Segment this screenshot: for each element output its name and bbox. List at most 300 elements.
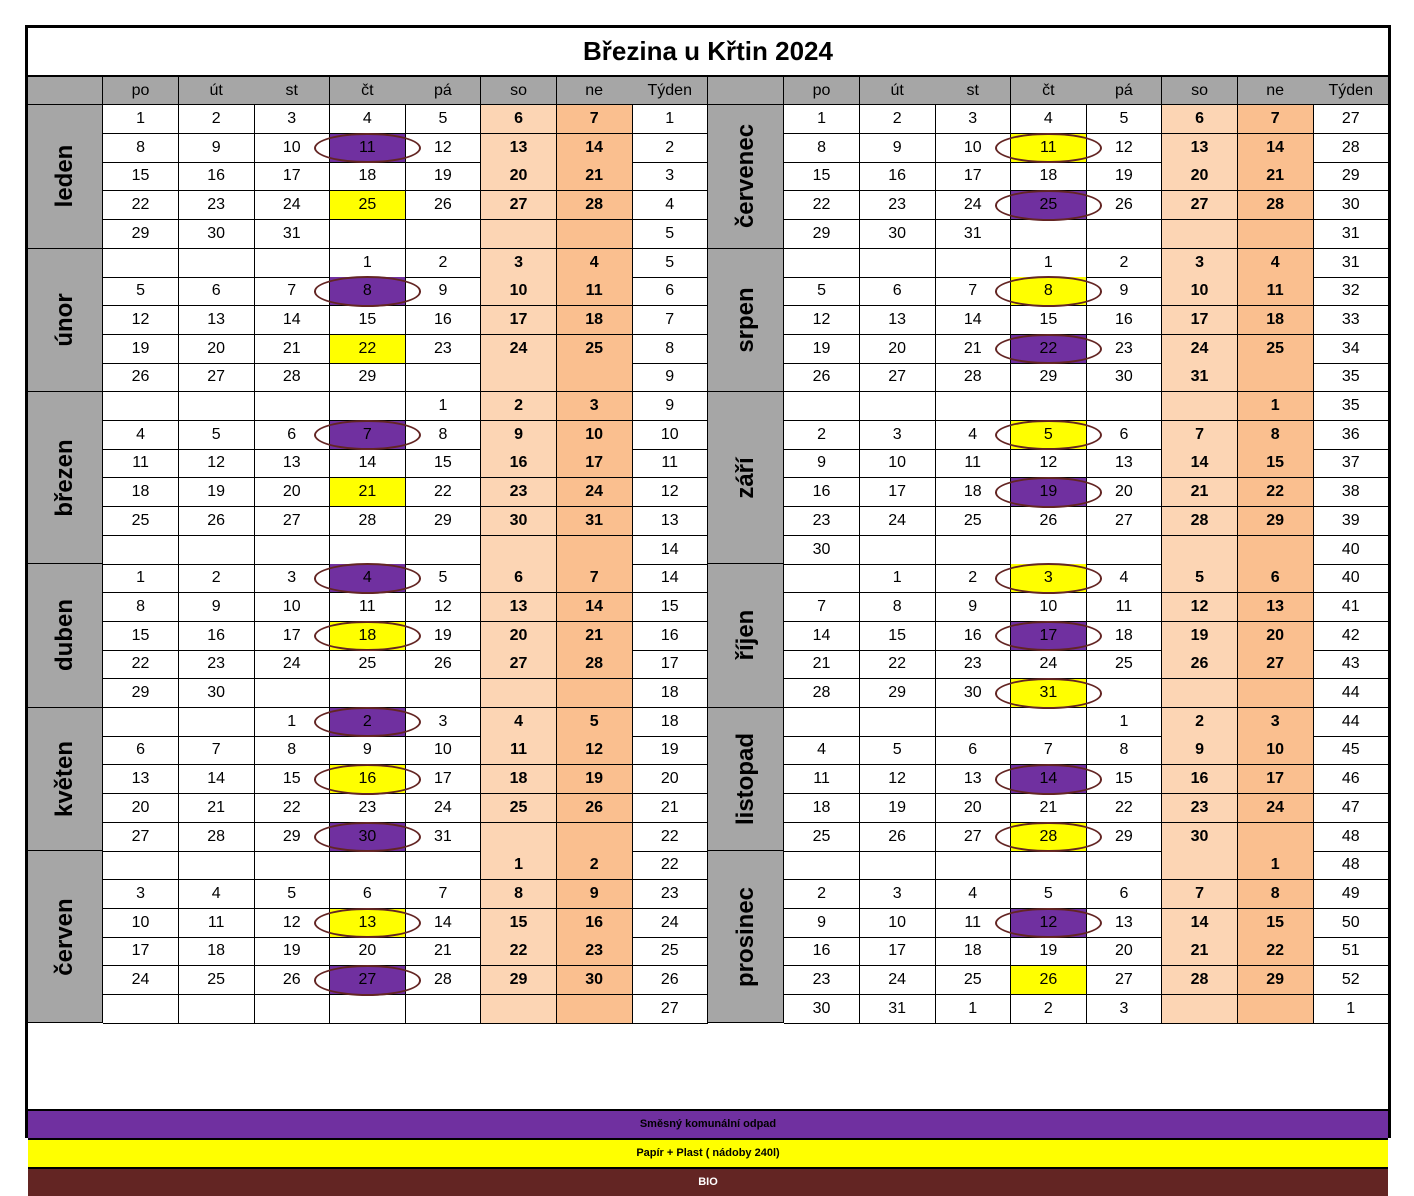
day-cell: 15: [405, 449, 481, 478]
day-cell: [481, 536, 557, 565]
day-cell: 21: [1011, 794, 1087, 823]
day-cell: 1: [103, 105, 179, 134]
day-cell: 20: [103, 794, 179, 823]
day-cell: 1: [481, 851, 557, 880]
day-cell: [1162, 220, 1238, 249]
day-cell: 14: [935, 306, 1011, 335]
day-cell: 3: [481, 249, 557, 278]
day-cell: 20: [1086, 937, 1162, 966]
day-cell: 9: [179, 593, 255, 622]
day-cell: 18: [1086, 622, 1162, 651]
day-cell: 13: [1238, 593, 1314, 622]
week-number: 45: [1313, 736, 1389, 765]
day-cell: 5: [103, 277, 179, 306]
day-cell: 3: [1086, 995, 1162, 1024]
day-cell: 2: [405, 249, 481, 278]
day-header-út: út: [860, 77, 936, 105]
week-number: 28: [1313, 134, 1389, 163]
day-cell: 11: [935, 449, 1011, 478]
day-cell: 6: [1086, 880, 1162, 909]
day-cell: 13: [179, 306, 255, 335]
day-cell: 18: [557, 306, 633, 335]
day-cell: 12: [1011, 909, 1087, 938]
day-cell: 18: [179, 937, 255, 966]
day-cell: [254, 679, 330, 708]
day-cell: [179, 392, 255, 421]
week-number: 8: [632, 335, 708, 364]
day-cell: 15: [860, 622, 936, 651]
week-number: 29: [1313, 162, 1389, 191]
day-cell: 15: [1238, 449, 1314, 478]
day-cell: [1162, 679, 1238, 708]
day-cell: [405, 363, 481, 392]
day-cell: [179, 249, 255, 278]
week-number: 39: [1313, 507, 1389, 536]
day-cell: [481, 823, 557, 852]
header-corner: [28, 77, 103, 105]
day-cell: 11: [103, 449, 179, 478]
month-label-červen: [28, 851, 103, 1023]
day-cell: 19: [784, 335, 860, 364]
day-cell: 26: [1162, 650, 1238, 679]
day-cell: [330, 392, 406, 421]
day-cell: 6: [1238, 564, 1314, 593]
day-cell: 8: [1238, 880, 1314, 909]
day-cell: 15: [784, 162, 860, 191]
day-cell: [784, 708, 860, 737]
day-cell: 1: [103, 564, 179, 593]
day-cell: 2: [481, 392, 557, 421]
week-number: 48: [1313, 823, 1389, 852]
day-cell: 5: [860, 736, 936, 765]
day-cell: [103, 392, 179, 421]
day-cell: 8: [860, 593, 936, 622]
day-cell: 6: [1086, 421, 1162, 450]
day-cell: 2: [330, 708, 406, 737]
day-cell: 3: [405, 708, 481, 737]
day-cell: [860, 708, 936, 737]
day-cell: 24: [103, 966, 179, 995]
day-cell: [1011, 708, 1087, 737]
day-cell: [1162, 392, 1238, 421]
day-cell: 7: [784, 593, 860, 622]
day-cell: 7: [557, 105, 633, 134]
day-cell: 20: [330, 937, 406, 966]
week-number: 33: [1313, 306, 1389, 335]
day-cell: 17: [860, 478, 936, 507]
day-header-Týden: Týden: [632, 77, 708, 105]
day-cell: [405, 679, 481, 708]
day-cell: 20: [935, 794, 1011, 823]
day-cell: 26: [1086, 191, 1162, 220]
day-cell: 26: [860, 823, 936, 852]
day-cell: 12: [254, 909, 330, 938]
week-number: 49: [1313, 880, 1389, 909]
day-cell: 10: [1238, 736, 1314, 765]
day-cell: [784, 249, 860, 278]
week-number: 30: [1313, 191, 1389, 220]
day-cell: 12: [557, 736, 633, 765]
day-cell: 5: [1011, 421, 1087, 450]
day-cell: 13: [1086, 909, 1162, 938]
day-header-čt: čt: [1011, 77, 1087, 105]
day-cell: [1086, 220, 1162, 249]
week-number: 17: [632, 650, 708, 679]
day-cell: 10: [103, 909, 179, 938]
page-title: Březina u Křtin 2024: [28, 28, 1388, 77]
week-number: 3: [632, 162, 708, 191]
week-number: 9: [632, 363, 708, 392]
week-number: 36: [1313, 421, 1389, 450]
day-cell: 21: [405, 937, 481, 966]
day-cell: 23: [330, 794, 406, 823]
day-cell: 29: [103, 679, 179, 708]
day-cell: 16: [860, 162, 936, 191]
day-cell: 15: [330, 306, 406, 335]
day-cell: 3: [1238, 708, 1314, 737]
month-label-říjen: [708, 564, 784, 708]
day-cell: 16: [481, 449, 557, 478]
day-cell: [935, 392, 1011, 421]
day-cell: 16: [1086, 306, 1162, 335]
day-cell: 22: [784, 191, 860, 220]
day-cell: [254, 392, 330, 421]
day-cell: 4: [1238, 249, 1314, 278]
day-cell: 4: [330, 105, 406, 134]
day-cell: 29: [254, 823, 330, 852]
week-number: 44: [1313, 708, 1389, 737]
day-cell: 16: [784, 937, 860, 966]
day-cell: 3: [935, 105, 1011, 134]
day-cell: 8: [1011, 277, 1087, 306]
day-cell: 22: [1086, 794, 1162, 823]
day-cell: 9: [1086, 277, 1162, 306]
week-number: 51: [1313, 937, 1389, 966]
day-cell: 16: [179, 162, 255, 191]
day-cell: 13: [1086, 449, 1162, 478]
day-cell: [860, 249, 936, 278]
day-cell: 14: [557, 134, 633, 163]
day-header-po: po: [784, 77, 860, 105]
day-cell: 23: [481, 478, 557, 507]
day-cell: 24: [1162, 335, 1238, 364]
week-number: 32: [1313, 277, 1389, 306]
day-cell: 28: [254, 363, 330, 392]
day-cell: 17: [860, 937, 936, 966]
day-cell: 26: [784, 363, 860, 392]
day-header-čt: čt: [330, 77, 406, 105]
week-number: 2: [632, 134, 708, 163]
month-name: červen: [51, 898, 78, 976]
day-cell: 25: [557, 335, 633, 364]
month-label-duben: [28, 564, 103, 708]
day-cell: 30: [179, 679, 255, 708]
day-cell: [179, 536, 255, 565]
day-cell: [1238, 995, 1314, 1024]
day-cell: 23: [405, 335, 481, 364]
day-cell: 11: [1086, 593, 1162, 622]
day-cell: 22: [103, 650, 179, 679]
day-cell: 30: [784, 995, 860, 1024]
day-cell: 4: [935, 880, 1011, 909]
day-header-ne: ne: [1238, 77, 1314, 105]
day-cell: 21: [1238, 162, 1314, 191]
day-cell: 21: [557, 622, 633, 651]
legend-item: Papír + Plast ( nádoby 240l): [28, 1138, 1388, 1167]
day-cell: 1: [1238, 392, 1314, 421]
week-number: 38: [1313, 478, 1389, 507]
day-cell: 5: [405, 564, 481, 593]
day-cell: 28: [1162, 507, 1238, 536]
day-cell: 30: [179, 220, 255, 249]
day-cell: 23: [1162, 794, 1238, 823]
day-cell: 6: [179, 277, 255, 306]
day-cell: 6: [481, 105, 557, 134]
day-cell: 5: [405, 105, 481, 134]
day-cell: 20: [860, 335, 936, 364]
day-cell: 6: [330, 880, 406, 909]
day-header-po: po: [103, 77, 179, 105]
day-cell: 23: [784, 507, 860, 536]
week-number: 44: [1313, 679, 1389, 708]
day-cell: [103, 536, 179, 565]
day-cell: 2: [179, 105, 255, 134]
week-number: 12: [632, 478, 708, 507]
week-number: 22: [632, 851, 708, 880]
day-cell: 14: [1238, 134, 1314, 163]
day-cell: 5: [1086, 105, 1162, 134]
month-label-červenec: [708, 105, 784, 249]
day-cell: 16: [405, 306, 481, 335]
day-cell: 4: [103, 421, 179, 450]
week-number: 18: [632, 679, 708, 708]
day-cell: 26: [405, 650, 481, 679]
week-number: 1: [632, 105, 708, 134]
day-cell: 24: [254, 191, 330, 220]
day-cell: 24: [405, 794, 481, 823]
day-cell: 26: [254, 966, 330, 995]
day-cell: 14: [179, 765, 255, 794]
day-cell: 9: [784, 449, 860, 478]
day-cell: 7: [1238, 105, 1314, 134]
week-number: 16: [632, 622, 708, 651]
header-corner: [708, 77, 784, 105]
week-number: 7: [632, 306, 708, 335]
day-cell: 28: [405, 966, 481, 995]
day-cell: 22: [254, 794, 330, 823]
day-cell: 11: [179, 909, 255, 938]
day-cell: 26: [103, 363, 179, 392]
day-cell: 27: [481, 191, 557, 220]
day-cell: 5: [1162, 564, 1238, 593]
day-cell: [557, 679, 633, 708]
legend-item: BIO: [28, 1167, 1388, 1196]
week-number: 14: [632, 536, 708, 565]
day-cell: 12: [784, 306, 860, 335]
day-cell: 11: [1238, 277, 1314, 306]
day-cell: 27: [254, 507, 330, 536]
week-number: 35: [1313, 363, 1389, 392]
day-cell: 18: [935, 937, 1011, 966]
day-cell: 16: [1162, 765, 1238, 794]
day-cell: [254, 249, 330, 278]
day-cell: [1162, 851, 1238, 880]
day-cell: 1: [1011, 249, 1087, 278]
day-cell: 10: [1162, 277, 1238, 306]
day-cell: 6: [860, 277, 936, 306]
week-number: 26: [632, 966, 708, 995]
day-cell: 18: [1238, 306, 1314, 335]
day-cell: 28: [557, 650, 633, 679]
week-number: 6: [632, 277, 708, 306]
day-cell: 2: [179, 564, 255, 593]
week-number: 40: [1313, 564, 1389, 593]
day-cell: 9: [481, 421, 557, 450]
day-cell: 23: [557, 937, 633, 966]
month-name: září: [731, 456, 759, 499]
week-number: 40: [1313, 536, 1389, 565]
day-cell: 7: [935, 277, 1011, 306]
day-cell: 2: [784, 880, 860, 909]
day-cell: 16: [179, 622, 255, 651]
day-cell: [1238, 363, 1314, 392]
day-cell: [254, 995, 330, 1024]
day-cell: 4: [481, 708, 557, 737]
day-cell: 13: [860, 306, 936, 335]
day-cell: 17: [103, 937, 179, 966]
day-cell: 2: [1086, 249, 1162, 278]
day-cell: 3: [1011, 564, 1087, 593]
week-number: 15: [632, 593, 708, 622]
day-cell: [330, 536, 406, 565]
day-cell: 6: [481, 564, 557, 593]
day-cell: 18: [481, 765, 557, 794]
day-cell: 13: [1162, 134, 1238, 163]
day-cell: 1: [935, 995, 1011, 1024]
day-cell: 10: [481, 277, 557, 306]
day-cell: 6: [103, 736, 179, 765]
day-header-st: st: [935, 77, 1011, 105]
day-cell: 4: [935, 421, 1011, 450]
day-cell: 27: [935, 823, 1011, 852]
month-name: květen: [51, 740, 78, 817]
day-cell: 23: [860, 191, 936, 220]
day-cell: [1238, 679, 1314, 708]
day-cell: 3: [860, 421, 936, 450]
day-cell: 4: [1086, 564, 1162, 593]
day-cell: 3: [1162, 249, 1238, 278]
day-cell: 4: [1011, 105, 1087, 134]
day-cell: 28: [330, 507, 406, 536]
day-cell: [254, 851, 330, 880]
day-cell: 26: [557, 794, 633, 823]
day-cell: 22: [103, 191, 179, 220]
day-cell: 31: [1011, 679, 1087, 708]
day-cell: 17: [254, 622, 330, 651]
day-cell: 30: [557, 966, 633, 995]
day-cell: 3: [254, 105, 330, 134]
day-cell: [784, 564, 860, 593]
day-cell: 3: [103, 880, 179, 909]
day-cell: 9: [179, 134, 255, 163]
day-cell: 11: [330, 134, 406, 163]
day-cell: 16: [784, 478, 860, 507]
day-cell: 25: [1011, 191, 1087, 220]
day-cell: 2: [1162, 708, 1238, 737]
day-cell: 2: [1011, 995, 1087, 1024]
day-cell: 25: [935, 966, 1011, 995]
day-cell: [179, 851, 255, 880]
day-cell: 14: [254, 306, 330, 335]
calendar-frame: [25, 25, 1391, 1189]
day-cell: 10: [405, 736, 481, 765]
day-cell: 26: [1011, 507, 1087, 536]
day-cell: 4: [784, 736, 860, 765]
week-number: 10: [632, 421, 708, 450]
week-number: 14: [632, 564, 708, 593]
month-label-leden: [28, 105, 103, 249]
week-number: 19: [632, 736, 708, 765]
day-cell: [330, 220, 406, 249]
day-cell: 20: [481, 162, 557, 191]
day-cell: 2: [557, 851, 633, 880]
day-cell: [1086, 392, 1162, 421]
day-cell: 8: [254, 736, 330, 765]
day-cell: 17: [557, 449, 633, 478]
day-cell: 11: [330, 593, 406, 622]
day-cell: 28: [1162, 966, 1238, 995]
month-name: prosinec: [731, 886, 759, 987]
day-cell: 29: [784, 220, 860, 249]
week-number: 22: [632, 823, 708, 852]
day-cell: 9: [557, 880, 633, 909]
day-cell: [1086, 536, 1162, 565]
day-cell: 31: [254, 220, 330, 249]
day-cell: 11: [1011, 134, 1087, 163]
day-cell: 26: [179, 507, 255, 536]
day-cell: 10: [935, 134, 1011, 163]
day-cell: 13: [935, 765, 1011, 794]
day-header-út: út: [179, 77, 255, 105]
week-number: 9: [632, 392, 708, 421]
day-cell: 10: [254, 593, 330, 622]
week-number: 46: [1313, 765, 1389, 794]
day-cell: 7: [179, 736, 255, 765]
day-cell: 2: [860, 105, 936, 134]
day-cell: [405, 995, 481, 1024]
day-cell: 7: [1162, 421, 1238, 450]
day-cell: 12: [1162, 593, 1238, 622]
day-cell: [1162, 536, 1238, 565]
day-cell: 14: [1162, 449, 1238, 478]
day-cell: 15: [1011, 306, 1087, 335]
day-cell: 5: [784, 277, 860, 306]
day-cell: 25: [179, 966, 255, 995]
day-cell: [1238, 823, 1314, 852]
week-number: 5: [632, 220, 708, 249]
day-cell: [935, 536, 1011, 565]
day-cell: 9: [860, 134, 936, 163]
week-number: 11: [632, 449, 708, 478]
month-label-březen: [28, 392, 103, 564]
day-cell: 24: [1238, 794, 1314, 823]
day-cell: 1: [330, 249, 406, 278]
day-cell: 30: [860, 220, 936, 249]
day-cell: 31: [1162, 363, 1238, 392]
day-cell: 3: [254, 564, 330, 593]
day-cell: 23: [784, 966, 860, 995]
day-cell: 11: [935, 909, 1011, 938]
